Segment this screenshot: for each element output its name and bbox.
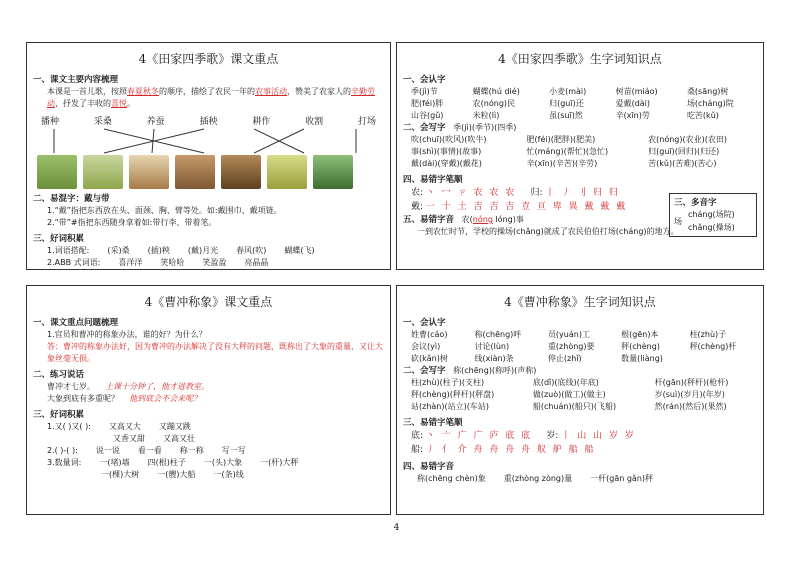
polyphone-reading: cháng(场院) (688, 210, 735, 219)
stroke-sequence: 丶 亠 广 广 庐 底 底 (425, 431, 533, 441)
pattern-word: 称一称 (179, 446, 204, 455)
read-char: 蝴蝶(hú dié) (472, 87, 520, 96)
stroke-order (403, 429, 757, 443)
word-pattern-row (33, 421, 384, 433)
write-char: 事(shì)(事情)(故事) (411, 147, 482, 156)
handwritten-answer: 他到底会不会来呢？ (129, 394, 202, 403)
write-char: 然(rán)(然后)(果然) (654, 402, 727, 411)
measure-word: 四(根)柱子 (147, 458, 186, 467)
read-char: 场(cháng)院 (686, 99, 734, 108)
read-char: 秤(chèng)杆 (689, 342, 737, 351)
write-char: 船(chuán)(船只)(飞船) (532, 402, 617, 411)
section-heading: 二、会写字 (403, 123, 446, 133)
write-char: 称(chēng)(称呼)(声称) (453, 366, 537, 375)
intro-text: ，赞美了农家人的 (287, 87, 351, 96)
read-char: 爱戴(dài) (615, 99, 651, 108)
pattern-word: 写一写 (221, 446, 246, 455)
stroke-char: 船: (411, 445, 424, 455)
write-char: 岁(suì)(岁月)(年岁) (654, 390, 725, 399)
match-word: 收割 (305, 117, 324, 127)
read-chars-grid (403, 86, 757, 122)
write-char: 季(jì)(季节)(四季) (453, 123, 517, 132)
read-char: 山谷(gǔ) (411, 111, 444, 120)
write-char: 秤(chèng)(秤杆)(秤盘) (411, 390, 495, 399)
panel-title: 4《曹冲称象》课文重点 (144, 295, 273, 309)
section-heading: 一、会认字 (403, 75, 446, 85)
match-word: 采桑 (93, 117, 112, 127)
read-char: 虽(suī)然 (549, 111, 583, 120)
stroke-char: 农: (411, 188, 424, 198)
write-heading-row (403, 365, 757, 377)
measure-words-row (33, 469, 384, 481)
intro-text: 本课是一首儿歌，按照 (47, 87, 127, 96)
write-char: 柱(zhù)(柱子)(支柱) (411, 378, 485, 387)
panel-title: 4《田家四季歌》生字词知识点 (498, 52, 662, 66)
write-chars-grid (403, 134, 757, 170)
sound-item: 一杆(gān gǎn)秤 (590, 474, 654, 483)
sound-item: 重(zhòng zòng)量 (503, 474, 573, 483)
row-label: 3.数量词: (47, 458, 82, 467)
abb-word: 笑盈盈 (202, 258, 227, 267)
match-word: 耕作 (252, 117, 271, 127)
abb-word: 喜洋洋 (118, 258, 143, 267)
read-char: 归(guī)还 (549, 99, 584, 108)
write-char: 底(dǐ)(底线)(年底) (532, 378, 599, 387)
panel-caochong-vocab (396, 285, 764, 515)
word-pair: (戴)月光 (187, 246, 219, 255)
matching-words (33, 114, 384, 127)
read-char: 米粒(lì) (472, 111, 500, 120)
write-chars-grid (403, 377, 757, 413)
match-word: 打场 (357, 117, 376, 127)
write-char: 站(zhàn)(站立)(车站) (411, 402, 489, 411)
read-char: 季(jì)节 (411, 87, 438, 96)
stroke-order (403, 443, 757, 457)
keyword: 辛勤劳动 (47, 87, 375, 108)
section-heading: 二、会写字 (403, 366, 446, 376)
keyword: 农事活动 (255, 87, 287, 96)
measure-word: 一(头)大象 (203, 458, 243, 467)
section-heading: 三、好词积累 (33, 234, 85, 244)
abb-word: 笑哈哈 (160, 258, 185, 267)
word-pattern-row (33, 445, 384, 457)
read-char: 桑(sāng)树 (686, 87, 729, 96)
panel-tianjia-text-keypoints (26, 42, 391, 270)
section-heading: 四、易错字音 (403, 462, 455, 472)
read-char: 会议(yì) (411, 342, 441, 351)
word-pair: (插)秧 (147, 246, 170, 255)
sound-text: lóng)事 (492, 215, 524, 224)
polyphone-box (669, 193, 757, 237)
intro-paragraph (33, 86, 384, 110)
read-char: 数量(liàng) (621, 354, 663, 363)
model-sentence: 曹冲才七岁。 (47, 382, 95, 391)
pattern-word: 又蹦又跳 (158, 422, 191, 431)
stroke-sequence: 丶 冖 ㄗ 农 农 农 (425, 188, 517, 198)
measure-word: 一(艘)大船 (157, 470, 196, 479)
stroke-sequence: 一 十 土 吉 吉 吉 壴 亘 卑 異 戴 戴 戴 (425, 202, 628, 212)
read-chars-grid (403, 329, 757, 365)
read-char: 停止(zhǐ) (547, 354, 582, 363)
stroke-char: 底: (411, 431, 424, 441)
read-char: 肥(féi)胖 (411, 99, 444, 108)
keyword: 喜悦 (111, 99, 127, 108)
write-char: 吹(chuī)(吹风)(吹牛) (411, 135, 487, 144)
read-char: 姓曹(cáo) (411, 330, 448, 339)
abb-row (33, 257, 384, 269)
panel-caochong-text-keypoints (26, 285, 391, 515)
row-label: 1.词语搭配: (47, 246, 90, 255)
section-heading: 一、课文重点问题梳理 (33, 318, 119, 328)
row-label: 2.ABB 式词语: (47, 258, 101, 267)
question: 1.官员和曹冲的称象办法，谁的好？为什么？ (47, 330, 207, 339)
read-char: 农(nóng)民 (472, 99, 516, 108)
stroke-sequence: 丨 丿 刂 归 归 (545, 188, 620, 198)
mix-note: 2.“带”#指把东西随身拿着如:带行李、带着笔。 (47, 218, 217, 227)
intro-text: 。 (127, 99, 135, 108)
write-char: 苦(kǔ)(苦难)(苦心) (648, 159, 717, 168)
word-pairs-row (33, 245, 384, 257)
farming-image (129, 155, 169, 189)
write-char: 归(guī)(回归)(归还) (648, 147, 720, 156)
match-word: 养蚕 (146, 117, 165, 127)
read-char: 员(yuán)工 (547, 330, 590, 339)
illustration-strip (33, 155, 384, 189)
stroke-char: 岁: (546, 431, 559, 441)
panel-title: 4《曹冲称象》生字词知识点 (504, 295, 656, 309)
read-char: 讨论(lùn) (474, 342, 510, 351)
read-char: 树苗(miáo) (615, 87, 658, 96)
section-heading: 三、易错字笔顺 (403, 418, 463, 428)
farming-image (267, 155, 307, 189)
write-heading-row (403, 122, 757, 134)
section-heading: 三、多音字 (674, 198, 717, 208)
row-label: 2.( )-( ): (47, 446, 78, 455)
measure-words-row (33, 457, 384, 469)
word-pair: (采)桑 (107, 246, 130, 255)
pattern-word: 又高又壮 (163, 434, 195, 443)
keyword: 春夏秋冬 (127, 87, 159, 96)
read-char: 吃苦(kǔ) (686, 111, 719, 120)
page-number: 4 (393, 523, 400, 533)
section-heading: 一、课文主要内容梳理 (33, 75, 119, 85)
handwritten-answer: 上课十分钟了，他才进教室。 (105, 382, 210, 391)
read-char: 称(chēng)呼 (474, 330, 522, 339)
write-char: 辛(xīn)(辛苦)(辛劳) (526, 159, 598, 168)
read-char: 柱(zhù)子 (689, 330, 727, 339)
write-char: 农(nóng)(农业)(农田) (648, 135, 727, 144)
section-heading: 二、练习说话 (33, 370, 85, 380)
read-char: 小麦(mài) (549, 87, 587, 96)
write-char: 做(zuò)(做工)(做主) (532, 390, 606, 399)
row-label: 1.又( )又( ): (47, 422, 91, 431)
sound-sentence: 一到农忙时节，学校的操场(chǎng)就成了农民伯伯打场(cháng)的地方。 (417, 227, 679, 236)
section-heading: 二、易混字：戴与带 (33, 194, 110, 204)
stroke-char: 归: (530, 188, 543, 198)
measure-word: 一(条)线 (213, 470, 244, 479)
stroke-sequence: 丨 山 山 岁 岁 (561, 431, 636, 441)
panel-tianjia-vocab (396, 42, 764, 270)
model-sentence: 大象到底有多重呢？ (47, 394, 119, 403)
read-char: 线(xiàn)条 (474, 354, 514, 363)
farming-image (313, 155, 353, 189)
correct-pinyin: nóng (472, 215, 493, 224)
read-char (690, 353, 757, 365)
farming-image (83, 155, 123, 189)
measure-word: 一(棵)大树 (101, 470, 140, 479)
farming-image (221, 155, 261, 189)
pattern-word: 又高又大 (108, 422, 141, 431)
farming-image (37, 155, 77, 189)
measure-word: 一(杆)大秤 (260, 458, 299, 467)
polyphone-char: 场 (674, 217, 682, 226)
panel-title: 4《田家四季歌》课文重点 (138, 52, 279, 66)
answer: 答：曹冲的称象办法好，因为曹冲的办法解决了没有大秤的问题，既称出了大象的重量，又让大象丝毫无损。 (47, 342, 383, 363)
speaking-row (33, 393, 384, 405)
match-word: 插秧 (199, 117, 218, 127)
polyphone-group (674, 208, 752, 234)
polyphone-reading: chǎng(操场) (688, 223, 735, 232)
write-char: 肥(féi)(肥胖)(肥美) (526, 135, 596, 144)
pattern-word: 又香又甜 (113, 434, 145, 443)
speaking-row (33, 381, 384, 393)
read-char: 秤(chèng) (621, 342, 660, 351)
abb-word: 亮晶晶 (244, 258, 269, 267)
sound-text: 农( (461, 215, 473, 224)
farming-image (175, 155, 215, 189)
stroke-sequence: 丿 亻 介 舟 舟 舟 舟 舣 舮 船 船 (425, 445, 596, 455)
mix-note: 1.“戴”指把东西放在头、面颈、胸、臂等处。如:戴围巾、戴项链。 (47, 206, 282, 215)
write-char: 忙(máng)(帮忙)(急忙) (526, 147, 609, 156)
sound-item: 称(chēng chèn)象 (417, 474, 486, 483)
section-heading: 五、易错字音 (403, 215, 455, 225)
read-char: 辛(xīn)劳 (615, 111, 650, 120)
read-char: 砍(kǎn)树 (411, 354, 448, 363)
word-pair: 蝴蝶(飞) (284, 246, 315, 255)
match-word: 播种 (41, 117, 60, 127)
read-char: 根(gēn)本 (621, 330, 659, 339)
word-pair: 春风(吹) (236, 246, 267, 255)
sound-row (403, 473, 757, 485)
stroke-char: 戴: (411, 202, 424, 212)
write-char: 杆(gān)(秤杆)(枪杆) (654, 378, 729, 387)
write-char: 戴(dài)(穿戴)(戴花) (411, 159, 482, 168)
intro-text: 的顺序，描绘了农民一年的 (159, 87, 255, 96)
intro-text: ，抒发了丰收的 (55, 99, 111, 108)
pattern-word: 说一说 (95, 446, 120, 455)
measure-word: 一(堵)墙 (99, 458, 130, 467)
pattern-word: 看一看 (137, 446, 162, 455)
section-heading: 三、好词积累 (33, 410, 85, 420)
read-char: 重(zhòng)要 (547, 342, 595, 351)
matching-lines (34, 127, 384, 155)
section-heading: 四、易错字笔顺 (403, 175, 463, 185)
word-pattern-row (33, 433, 384, 445)
section-heading: 一、会认字 (403, 318, 446, 328)
